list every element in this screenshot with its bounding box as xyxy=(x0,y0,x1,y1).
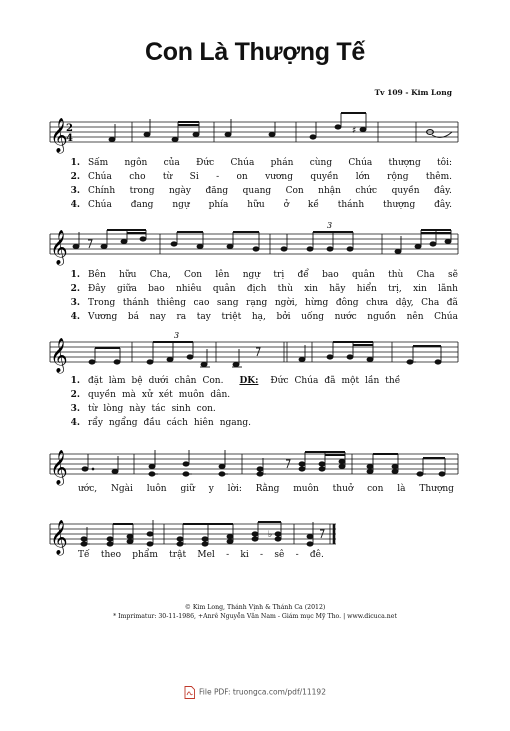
lyric-word: Con. xyxy=(202,376,224,386)
lyric-word: trị, xyxy=(388,284,402,294)
lyric-word: vương xyxy=(265,172,293,182)
lyric-word: chức xyxy=(355,186,378,196)
lyric-word: sê xyxy=(274,550,285,560)
lyric-word: Con xyxy=(285,186,304,196)
music-system-4 xyxy=(0,440,510,500)
verse-row xyxy=(64,404,284,417)
music-system-5 xyxy=(0,510,510,570)
closing-lyric-row xyxy=(78,550,324,563)
lyric-word: phía xyxy=(208,200,229,210)
lyric-word: giữ xyxy=(180,484,195,494)
lyric-word: Chúa xyxy=(434,312,458,322)
treble-clef-icon: 𝄞 xyxy=(50,230,68,265)
lyric-word: Đức xyxy=(270,376,289,386)
lyric-word: bao xyxy=(148,284,165,294)
lyric-word: hiển xyxy=(356,284,377,294)
lyric-word: rạng xyxy=(246,298,268,308)
lyric-word: con. xyxy=(196,404,216,414)
lyric-word: thù xyxy=(388,270,404,280)
lyric-word: tôi: xyxy=(437,158,452,168)
verse-row xyxy=(64,376,464,389)
svg-text:3: 3 xyxy=(174,331,180,340)
music-system-1 xyxy=(0,108,510,220)
lyric-word: bệ xyxy=(131,376,143,386)
lyric-word: Si xyxy=(189,172,199,182)
verse-row xyxy=(64,418,284,431)
verse-row xyxy=(64,312,458,325)
lyric-word: on xyxy=(236,172,248,182)
svg-text:4: 4 xyxy=(66,133,73,144)
treble-clef-icon: 𝄞 xyxy=(50,520,68,555)
lyric-word: ngự xyxy=(172,200,190,210)
imprimatur-line: * Imprimatur: 30-11-1986, +Anrê Nguyễn Văn Nam - Giám mục Mỹ Tho. | www.dicuca.net xyxy=(113,613,397,620)
verse-row xyxy=(64,298,458,311)
lyric-word: thượng xyxy=(388,158,421,168)
verse-number: 4. xyxy=(70,418,80,428)
lyric-word: Đức xyxy=(196,158,215,168)
lyric-word: nay xyxy=(149,312,166,322)
lyric-word: Chính xyxy=(88,186,116,196)
verse-number: 2. xyxy=(70,284,80,294)
verse-number: 2. xyxy=(70,390,80,400)
pdf-source-link[interactable] xyxy=(0,686,510,699)
lyric-word: trật xyxy=(169,550,187,560)
lyric-word: Chúa xyxy=(348,158,373,168)
lyric-word: ngẩng xyxy=(108,418,138,428)
lyric-word: - xyxy=(260,550,264,560)
lyric-word: rộng xyxy=(387,172,409,182)
treble-clef-icon: 𝄞 xyxy=(50,450,68,485)
lyric-word: Bên xyxy=(88,270,106,280)
lyric-word: theo xyxy=(100,550,121,560)
lyric-word: ngang. xyxy=(219,418,252,428)
song-title: Con Là Thượng Tế xyxy=(145,38,365,66)
lyric-word: giữa xyxy=(117,284,137,294)
lyric-word: nước xyxy=(334,312,357,322)
lyric-word: Mel xyxy=(197,550,215,560)
lyric-word: cách xyxy=(166,418,188,428)
copyright-line: © Kim Long, Thánh Vịnh & Thánh Ca (2012) xyxy=(184,604,326,611)
verse-number: 1. xyxy=(70,270,80,280)
lyric-word: từ xyxy=(162,172,173,182)
lyric-word: Rằng xyxy=(255,484,280,494)
lyric-word: quyền xyxy=(88,390,116,400)
lyric-word: ngời, xyxy=(274,298,298,308)
lyric-word: cho xyxy=(129,172,146,182)
lyric-word: xin xyxy=(413,284,427,294)
lyric-word: ước, xyxy=(78,484,98,494)
lyric-word: Chúa xyxy=(88,200,112,210)
lyric-word: quân xyxy=(212,284,236,294)
lyric-word: đông xyxy=(335,298,359,308)
lyric-word: Cha xyxy=(416,270,435,280)
lyric-word: làm xyxy=(108,376,126,386)
lyric-word: - xyxy=(295,550,299,560)
lyric-word: lên xyxy=(215,270,230,280)
lyric-word: đây. xyxy=(434,186,452,196)
lyric-word: trong xyxy=(129,186,155,196)
lyric-word: Trong xyxy=(88,298,116,308)
lyric-word: để xyxy=(297,270,309,280)
lyric-word: của xyxy=(163,158,180,168)
lyric-word: dưới xyxy=(148,376,169,386)
staff-4 xyxy=(0,440,510,490)
lyric-word: - xyxy=(226,550,230,560)
lyric-word: quyền xyxy=(310,172,339,182)
lyric-word: thượng xyxy=(383,200,416,210)
lyric-word: sẽ xyxy=(447,270,458,280)
lyric-word: ki xyxy=(240,550,249,560)
lyric-word: xin xyxy=(304,284,318,294)
lyric-word: tác xyxy=(151,404,166,414)
verse-row xyxy=(64,284,458,297)
lyric-word: Cha, xyxy=(149,270,171,280)
lyric-word: sinh xyxy=(171,404,191,414)
lyric-word: quang xyxy=(242,186,272,196)
lyric-word: lời: xyxy=(227,484,242,494)
lyric-word: sang xyxy=(216,298,239,308)
lyric-word: kề xyxy=(307,200,319,210)
lyric-word: ra xyxy=(176,312,187,322)
lyric-word: đã xyxy=(324,376,336,386)
lyric-word: Ngài xyxy=(110,484,133,494)
lyric-word: nhiêu xyxy=(175,284,202,294)
staff-2 xyxy=(0,220,510,270)
refrain-lyric-row xyxy=(78,484,454,497)
lyric-word: đang xyxy=(130,200,154,210)
verse-row xyxy=(64,186,452,199)
lyric-word: lần xyxy=(365,376,380,386)
staff-3 xyxy=(0,328,510,378)
svg-text:2: 2 xyxy=(66,123,73,134)
verse-number: 3. xyxy=(70,404,80,414)
lyric-word: đặt xyxy=(88,376,103,386)
lyric-word: hừng xyxy=(305,298,329,308)
lyric-word: mà xyxy=(121,390,136,400)
lyric-word: triệt xyxy=(221,312,242,322)
lyric-word: dân. xyxy=(210,390,231,400)
lyric-word: là xyxy=(397,484,406,494)
lyric-word: xét xyxy=(158,390,173,400)
pdf-link-text[interactable]: File PDF: truongca.com/pdf/11192 xyxy=(199,687,326,697)
lyric-word: thêm. xyxy=(425,172,452,182)
lyric-word: thánh xyxy=(122,298,150,308)
lyric-word: - xyxy=(216,172,220,182)
lyric-word: Tế xyxy=(78,550,90,560)
lyric-word: thù xyxy=(277,284,293,294)
verse-number: 4. xyxy=(70,312,80,322)
treble-clef-icon: 𝄞 xyxy=(50,338,68,373)
lyric-word: hữu xyxy=(247,200,265,210)
verse-row xyxy=(64,270,458,283)
lyric-word: phán xyxy=(270,158,294,168)
verse-number: 3. xyxy=(70,186,80,196)
lyric-word: quân xyxy=(352,270,375,280)
lyric-word: đầu xyxy=(143,418,161,428)
treble-clef-icon: 𝄞 xyxy=(50,118,68,153)
lyric-word: ngôn xyxy=(124,158,148,168)
verse-number: 3. xyxy=(70,298,80,308)
lyric-word: thánh xyxy=(337,200,365,210)
lyric-word: ngự xyxy=(242,270,261,280)
lyric-word: này xyxy=(129,404,146,414)
flat-icon: ♭ xyxy=(268,530,273,540)
lyric-word: cao xyxy=(193,298,210,308)
lyric-word: uống xyxy=(301,312,325,322)
pdf-file-icon xyxy=(184,686,195,699)
lyric-word: đã xyxy=(446,298,458,308)
lyric-word: đây. xyxy=(434,200,452,210)
lyric-word: đê. xyxy=(309,550,324,560)
lyric-word: Cha xyxy=(421,298,440,308)
lyric-word: cùng xyxy=(309,158,333,168)
lyric-word: nên xyxy=(406,312,424,322)
lyric-word: ngày xyxy=(169,186,192,196)
verse-row xyxy=(64,200,452,213)
lyric-word: thề xyxy=(385,376,401,386)
music-system-2 xyxy=(0,220,510,332)
lyric-word: một xyxy=(341,376,360,386)
lyric-word: lớn xyxy=(355,172,370,182)
lyric-word: Sấm xyxy=(88,158,109,168)
lyric-word: tay xyxy=(196,312,211,322)
verse-number: 1. xyxy=(70,376,80,386)
lyric-word: phẩm xyxy=(132,550,158,560)
lyric-word: Thượng xyxy=(419,484,454,494)
lyric-word: Chúa xyxy=(88,172,112,182)
lyric-word: bá xyxy=(127,312,140,322)
lyric-word: trị xyxy=(273,270,285,280)
lyric-word: thuở xyxy=(332,484,354,494)
lyric-word: nhận xyxy=(318,186,341,196)
lyric-word: Vương xyxy=(88,312,118,322)
lyric-word: hiên xyxy=(193,418,214,428)
lyric-word: đăng xyxy=(205,186,229,196)
verse-number: 1. xyxy=(70,158,80,168)
lyric-word: Đây xyxy=(88,284,106,294)
lyric-word: chưa xyxy=(366,298,389,308)
lyric-word: bởi xyxy=(276,312,291,322)
lyric-word: luôn xyxy=(146,484,167,494)
lyric-word: thiêng xyxy=(156,298,186,308)
lyric-word: muôn xyxy=(293,484,319,494)
verse-number: 2. xyxy=(70,172,80,182)
lyric-word: lòng xyxy=(103,404,124,414)
verse-row xyxy=(64,158,452,171)
lyric-word: địch xyxy=(246,284,267,294)
lyric-word: rẩy xyxy=(88,418,103,428)
lyric-word: Con xyxy=(184,270,203,280)
lyric-word: hãy xyxy=(329,284,346,294)
verse-row xyxy=(64,172,452,185)
music-system-3 xyxy=(0,328,510,438)
lyric-word: y xyxy=(208,484,214,494)
lyric-word: hữu xyxy=(119,270,137,280)
composer-credit: Tv 109 - Kim Long xyxy=(374,88,452,97)
sharp-icon: ♯ xyxy=(352,126,357,136)
lyric-word: hạ, xyxy=(251,312,266,322)
verse-row xyxy=(64,390,284,403)
lyric-word: dậy, xyxy=(395,298,414,308)
lyric-word: con xyxy=(367,484,384,494)
lyric-word: nguồn xyxy=(367,312,396,322)
verse-number: 4. xyxy=(70,200,80,210)
lyric-word: Chúa xyxy=(230,158,255,168)
lyric-word: quyền xyxy=(391,186,420,196)
lyric-word: xử xyxy=(141,390,153,400)
lyric-word: chân xyxy=(174,376,197,386)
lyric-word: ở xyxy=(283,200,289,210)
staff-1 xyxy=(0,108,510,158)
lyric-word: từ xyxy=(88,404,98,414)
svg-text:3: 3 xyxy=(327,221,333,230)
lyric-word: bao xyxy=(322,270,339,280)
lyric-word: Chúa xyxy=(294,376,319,386)
lyric-word: lãnh xyxy=(438,284,458,294)
lyric-word: muôn xyxy=(178,390,205,400)
refrain-label: DK: xyxy=(239,376,259,386)
